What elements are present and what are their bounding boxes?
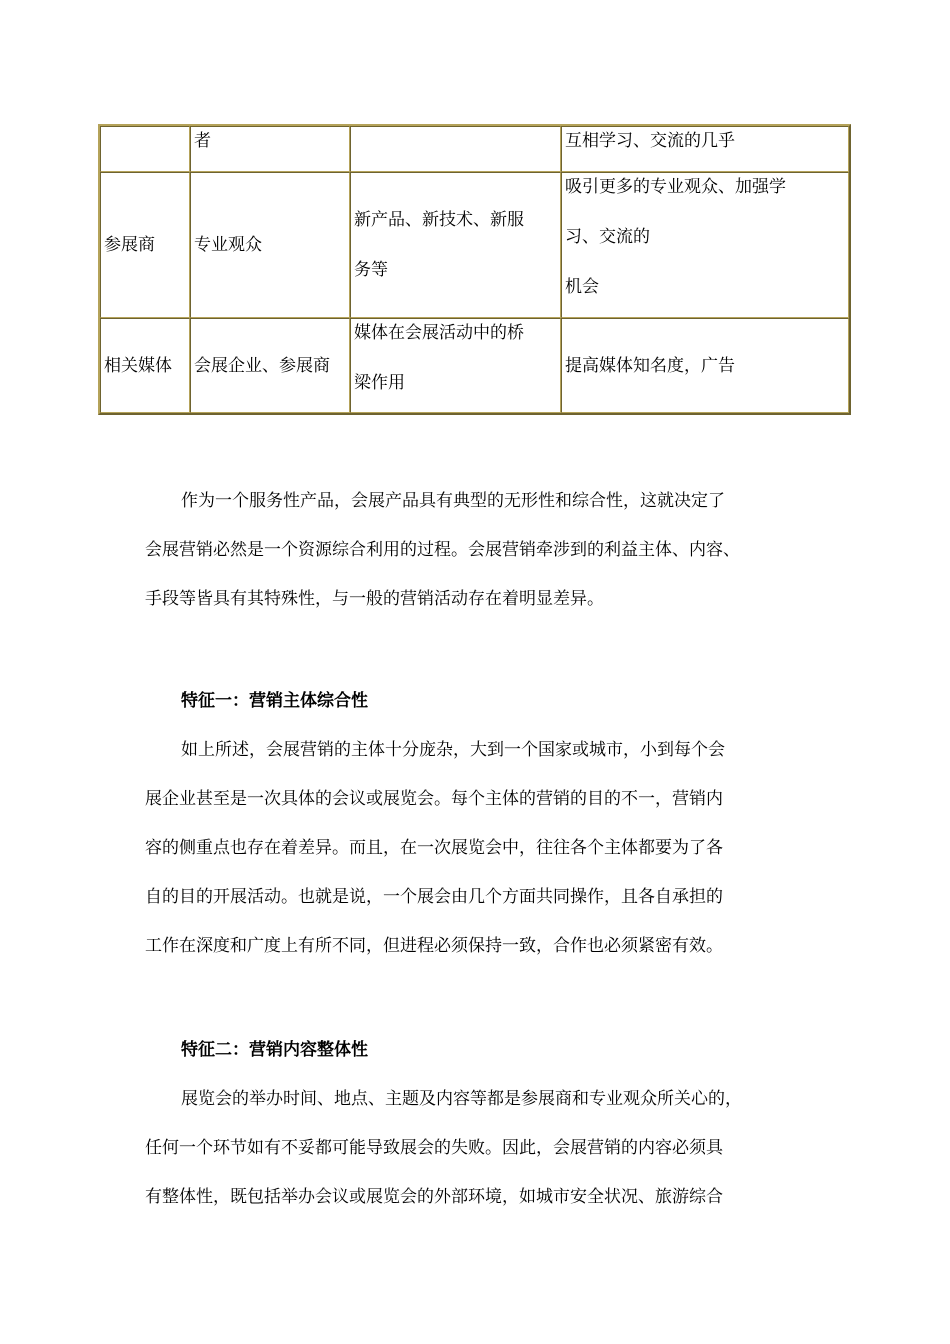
cell-text: 媒体在会展活动中的桥 (354, 323, 524, 343)
cell-text: 吸引更多的专业观众、加强学 (565, 177, 786, 197)
table-cell (100, 318, 190, 413)
cell-text: 者 (194, 131, 211, 151)
paragraph-line: 手段等皆具有其特殊性，与一般的营销活动存在着明显差异。 (145, 589, 604, 609)
cell-text: 提高媒体知名度，广告 (565, 355, 735, 376)
intro-paragraph (145, 489, 810, 636)
cell-text: 相关媒体 (104, 355, 172, 376)
table-cell (561, 172, 849, 318)
table-cell (350, 126, 561, 172)
paragraph-line: 自的目的开展活动。也就是说，一个展会由几个方面共同操作，且各自承担的 (145, 887, 723, 907)
table-cell (190, 172, 350, 318)
paragraph-line: 有整体性，既包括举办会议或展览会的外部环境，如城市安全状况、旅游综合 (145, 1187, 723, 1207)
cell-text: 梁作用 (354, 373, 405, 393)
paragraph-line: 展企业甚至是一次具体的会议或展览会。每个主体的营销的目的不一，营销内 (145, 789, 723, 809)
table-cell (561, 318, 849, 413)
marketing-subjects-table (98, 124, 851, 415)
section-heading: 特征一：营销主体综合性 (181, 691, 368, 711)
table-cell (350, 172, 561, 318)
feature2-paragraph (145, 1087, 810, 1234)
paragraph-line: 工作在深度和广度上有所不同，但进程必须保持一致，合作也必须紧密有效。 (145, 936, 723, 956)
cell-text: 互相学习、交流的几乎 (565, 131, 735, 151)
cell-text: 务等 (354, 260, 388, 280)
paragraph-line: 任何一个环节如有不妥都可能导致展会的失败。因此，会展营销的内容必须具 (145, 1138, 723, 1158)
paragraph-line: 作为一个服务性产品，会展产品具有典型的无形性和综合性，这就决定了 (181, 491, 725, 511)
table-cell (100, 172, 190, 318)
paragraph-line: 会展营销必然是一个资源综合利用的过程。会展营销牵涉到的利益主体、内容、 (145, 540, 740, 560)
cell-text: 新产品、新技术、新服 (354, 210, 524, 230)
table-cell (190, 318, 350, 413)
cell-text: 机会 (565, 277, 599, 297)
cell-text: 习、交流的 (565, 227, 650, 247)
paragraph-line: 如上所述，会展营销的主体十分庞杂，大到一个国家或城市，小到每个会 (181, 740, 725, 760)
section-heading: 特征二：营销内容整体性 (181, 1040, 368, 1060)
cell-text: 会展企业、参展商 (194, 355, 330, 376)
paragraph-line: 展览会的举办时间、地点、主题及内容等都是参展商和专业观众所关心的， (181, 1089, 742, 1109)
paragraph-line: 容的侧重点也存在着差异。而且，在一次展览会中，往往各个主体都要为了各 (145, 838, 723, 858)
cell-text: 参展商 (104, 235, 155, 255)
table-cell (100, 126, 190, 172)
cell-text: 专业观众 (194, 235, 262, 255)
table-cell (190, 126, 350, 172)
table-cell (561, 126, 849, 172)
table-cell (350, 318, 561, 413)
feature1-paragraph (145, 738, 810, 983)
